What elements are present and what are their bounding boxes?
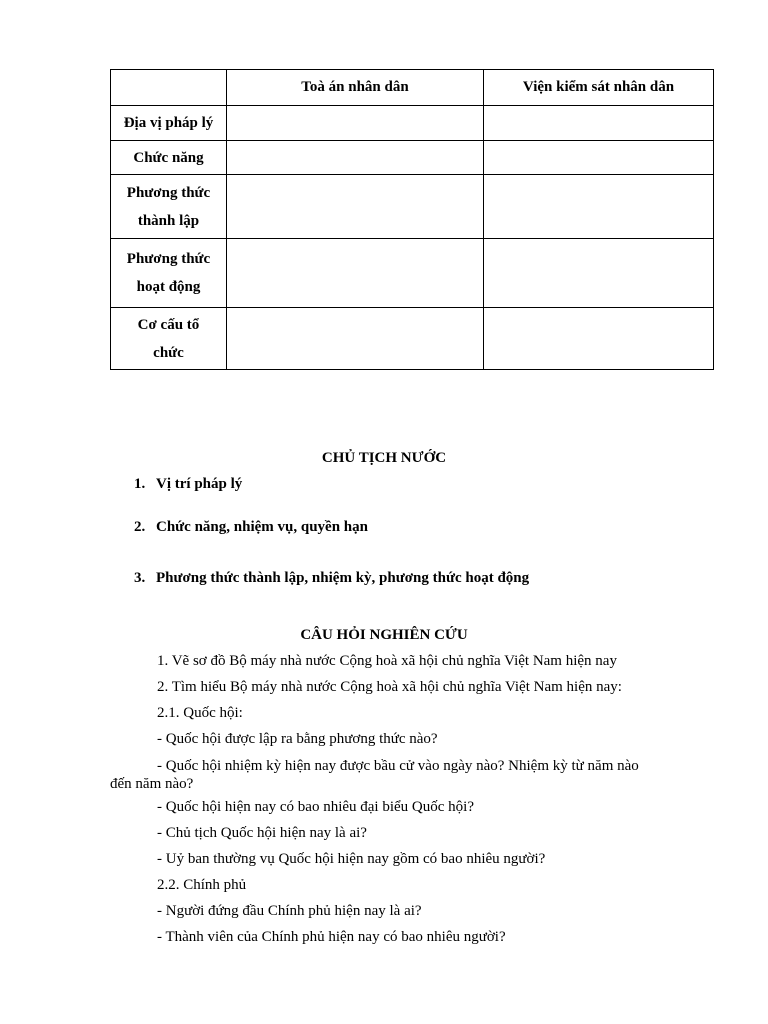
table-cell xyxy=(484,106,714,141)
question-line: - Chủ tịch Quốc hội hiện nay là ai? xyxy=(157,825,367,841)
table-cell xyxy=(227,175,484,239)
list-item: 2. Chức năng, nhiệm vụ, quyền hạn xyxy=(134,519,368,535)
question-line-continuation: đến năm nào? xyxy=(110,776,194,792)
table-header-empty xyxy=(111,70,227,106)
table-cell xyxy=(227,141,484,175)
section-title-president: CHỦ TỊCH NƯỚC xyxy=(321,450,447,466)
table-cell xyxy=(484,308,714,370)
table-cell xyxy=(227,106,484,141)
question-line: 2.2. Chính phủ xyxy=(157,877,247,893)
table-row xyxy=(111,239,714,308)
row-label-org-structure: Cơ cấu tổ chức xyxy=(111,308,227,370)
question-line: 2. Tìm hiểu Bộ máy nhà nước Cộng hoà xã hội chủ nghĩa Việt Nam hiện nay: xyxy=(157,679,622,695)
question-line: - Thành viên của Chính phủ hiện nay có bao nhiêu người? xyxy=(157,929,506,945)
question-line: - Uỷ ban thường vụ Quốc hội hiện nay gồm có bao nhiêu người? xyxy=(157,851,546,867)
question-paragraph xyxy=(110,757,715,793)
table-row xyxy=(111,308,714,370)
table-header-court: Toà án nhân dân xyxy=(227,70,484,106)
row-label-function: Chức năng xyxy=(111,141,227,175)
list-item: 3. Phương thức thành lập, nhiệm kỳ, phương thức hoạt động xyxy=(134,570,530,586)
list-item: 1. Vị trí pháp lý xyxy=(134,476,243,492)
question-line: - Quốc hội hiện nay có bao nhiêu đại biểu Quốc hội? xyxy=(157,799,474,815)
table-cell xyxy=(484,175,714,239)
table-cell xyxy=(484,239,714,308)
table-row xyxy=(111,175,714,239)
section-title-research-questions: CÂU HỎI NGHIÊN CỨU xyxy=(300,627,468,643)
table-cell xyxy=(227,308,484,370)
table-row xyxy=(111,141,714,175)
table-row xyxy=(111,106,714,141)
question-line: 2.1. Quốc hội: xyxy=(157,705,243,721)
row-label-operation-method: Phương thức hoạt động xyxy=(111,239,227,308)
question-line: 1. Vẽ sơ đồ Bộ máy nhà nước Cộng hoà xã hội chủ nghĩa Việt Nam hiện nay xyxy=(157,653,617,669)
table-header-procuracy: Viện kiểm sát nhân dân xyxy=(484,70,714,106)
table-cell xyxy=(227,239,484,308)
question-line: - Người đứng đầu Chính phủ hiện nay là ai? xyxy=(157,903,422,919)
question-line: - Quốc hội nhiệm kỳ hiện nay được bầu cử vào ngày nào? Nhiệm kỳ từ năm nào xyxy=(157,758,639,774)
row-label-formation-method: Phương thức thành lập xyxy=(111,175,227,239)
table-header-row xyxy=(111,70,714,106)
question-line: - Quốc hội được lập ra bằng phương thức nào? xyxy=(157,731,438,747)
table-cell xyxy=(484,141,714,175)
comparison-table xyxy=(110,69,714,370)
row-label-legal-status: Địa vị pháp lý xyxy=(111,106,227,141)
